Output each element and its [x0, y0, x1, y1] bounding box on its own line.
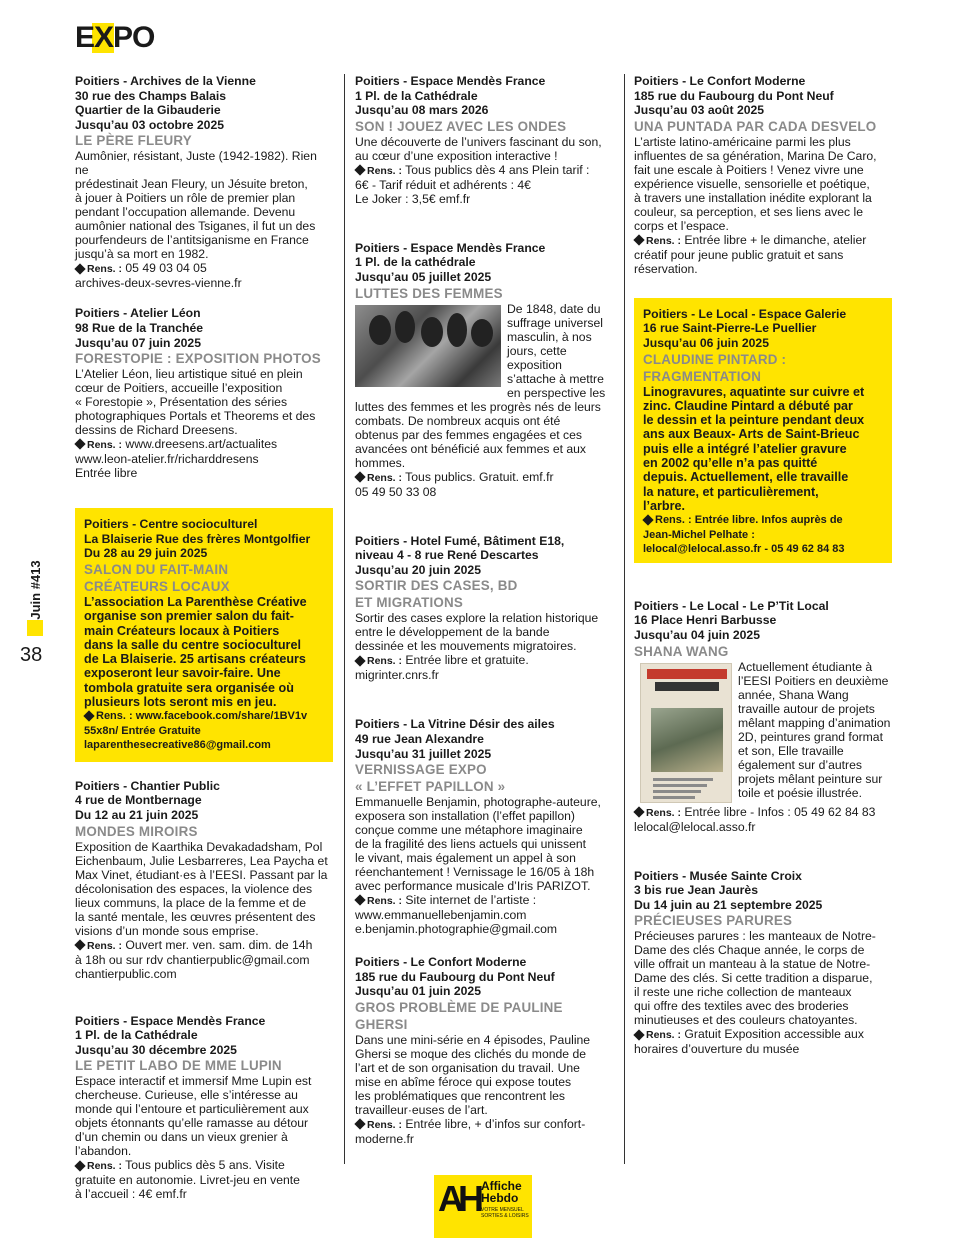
event-image-block — [634, 660, 892, 805]
event-description-line: et son, Elle travaille — [738, 743, 844, 758]
event-description-line: suffrage universel — [507, 315, 603, 330]
rens-label: Rens. : — [367, 164, 403, 177]
rens-text: à l’accueil : 4€ emf.fr — [75, 1187, 187, 1202]
event-description-line: avec performance musicale d’Iris PARIZOT. — [355, 879, 591, 894]
diamond-bullet-icon — [74, 439, 85, 450]
rens-text: moderne.fr — [355, 1131, 414, 1146]
event-description-line: main Créateurs locaux à Poitiers — [84, 623, 280, 638]
rens-text: gratuite en autonomie. Livret-jeu en vente — [75, 1173, 300, 1188]
event-description-line: L’association La Parenthèse Créative — [84, 594, 307, 609]
diamond-bullet-icon — [354, 471, 365, 482]
event-info-line — [75, 953, 333, 967]
event-info-line: Poitiers - Espace Mendès France — [355, 74, 546, 88]
rens-label: Rens. : — [646, 806, 682, 819]
event-info-line — [355, 1132, 615, 1146]
event-entry-highlight — [75, 508, 333, 762]
event-description-line: objets étonnants qu’elle ramasse au détour — [75, 1116, 309, 1131]
event-title: SHANA WANG — [634, 643, 729, 659]
rens-text: Entrée libre - Infos : 05 49 62 84 83 — [681, 804, 876, 819]
poster-text-line — [653, 790, 701, 793]
rens-text: 55x8n/ Entrée Gratuite — [84, 724, 201, 737]
event-info-line — [634, 233, 892, 248]
page-number: 38 — [20, 644, 43, 666]
event-description-line: minutieuses et des couleurs chatoyantes. — [634, 1013, 858, 1028]
event-description-line: travaille autour de projets — [738, 701, 875, 716]
event-info-line — [643, 528, 884, 543]
event-info-line: 49 rue Jean Alexandre — [355, 731, 484, 746]
event-description-line: depuis. Actuellement, elle travaille — [643, 470, 849, 485]
event-info-line: Du 12 au 21 juin 2025 — [75, 808, 199, 822]
event-description-line: la santé mentale, les œuvres présentent des — [75, 909, 316, 924]
event-entry — [75, 1014, 333, 1202]
event-info-line — [355, 1117, 615, 1132]
rens-label: Rens. : — [87, 1160, 123, 1173]
event-description-line: tombola gratuite sera organisée où — [84, 680, 294, 695]
rens-text: migrinter.cnrs.fr — [355, 668, 439, 683]
event-info-line: Poitiers - Atelier Léon — [75, 306, 201, 321]
event-info-line: Poitiers - Musée Sainte Croix — [634, 868, 802, 883]
event-description-line: combats. De nombreux acquis ont été — [355, 413, 561, 428]
event-info-line — [634, 262, 892, 276]
event-description-line: au cœur d’une exposition interactive ! — [355, 148, 558, 163]
event-info-line — [84, 738, 325, 753]
event-entry-highlight — [634, 298, 892, 563]
rens-label: Rens. : — [646, 234, 682, 247]
event-description-line: toile et poésie illustrée. — [738, 785, 862, 800]
event-description-line: obtenus par des femmes engagées et ces — [355, 427, 582, 442]
event-description-line: Ghersi se moque des clichés du monde de — [355, 1046, 587, 1061]
rens-text: 6€ - Tarif réduit et adhérents : 4€ — [355, 177, 531, 192]
event-description-line: d’un chemin ou dans un vieux grenier à — [75, 1130, 288, 1145]
event-title: FRAGMENTATION — [643, 368, 762, 384]
rens-text: Ouvert mer. ven. sam. dim. de 14h — [122, 937, 313, 952]
event-info-line: Poitiers - Centre socioculturel — [84, 517, 258, 532]
rens-text: réservation. — [634, 261, 698, 276]
event-description-line: « Forestopie », Présentation des séries — [75, 395, 288, 410]
diamond-bullet-icon — [633, 806, 644, 817]
event-info-line — [634, 820, 892, 834]
event-description-line: ans aux Beaux- Arts de Saint-Brieuc — [643, 427, 860, 442]
event-description-line: zinc. Claudine Pintard a débuté par — [643, 398, 853, 413]
event-entry — [75, 74, 333, 290]
event-description-line: Emmanuelle Benjamin, photographe-auteure, — [355, 795, 601, 810]
event-info-line: 1 Pl. de la Cathédrale — [355, 88, 478, 103]
event-description-line: Actuellement étudiante à — [738, 659, 873, 674]
event-description-line: organise son premier salon du fait- — [84, 609, 294, 624]
logo-text-affiche: Affiche — [481, 1179, 522, 1193]
logo-text-hebdo: Hebdo — [481, 1191, 519, 1205]
diamond-bullet-icon — [354, 655, 365, 666]
event-description-line: dans la salle du centre socioculturel — [84, 637, 301, 652]
event-info-line: Poitiers - Le Confort Moderne — [355, 955, 527, 970]
event-info-line: Jusqu’au 20 juin 2025 — [355, 562, 481, 577]
event-description-line: en perspective les — [507, 385, 606, 400]
poster-title-band — [647, 669, 727, 679]
rens-text: 05 49 03 04 05 — [122, 261, 207, 276]
event-description-line: l’EESI Poitiers en deuxième — [738, 673, 889, 688]
event-title: SORTIR DES CASES, BD — [355, 578, 518, 594]
rens-text: Entrée libre, + d’infos sur confort- — [402, 1116, 586, 1131]
event-description-line: 2D, peintures grand format — [738, 729, 883, 744]
event-info-line: Poitiers - La Vitrine Désir des ailes — [355, 717, 555, 732]
rens-label: Rens. : — [367, 471, 403, 484]
event-info-line — [75, 466, 333, 480]
diamond-bullet-icon — [633, 234, 644, 245]
event-info-line: Jusqu’au 07 juin 2025 — [75, 335, 201, 350]
event-info-line: Quartier de la Gibauderie — [75, 103, 221, 118]
event-title: FORESTOPIE : EXPOSITION PHOTOS — [75, 351, 321, 367]
event-description-line: L’Atelier Léon, lieu artistique situé en plein — [75, 367, 303, 382]
event-description-line: exposition — [507, 357, 562, 372]
event-description-line: Max Vinet, étudiant·es à l’EESI. Passant par la — [75, 867, 328, 882]
event-info-line — [75, 276, 333, 290]
rens-text: Entrée libre et gratuite. — [402, 653, 529, 668]
event-info-line: Poitiers - Chantier Public — [75, 778, 220, 793]
event-description-line: couleur, sa perception, et ses liens avec le — [634, 204, 863, 219]
event-description-line: avancées ont bénéficié aux femmes et aux — [355, 441, 587, 456]
event-info-line: Jusqu’au 30 décembre 2025 — [75, 1042, 237, 1057]
event-info-line: Jusqu’au 05 juillet 2025 — [355, 269, 492, 284]
event-description-line: puis elle a intégré l’atelier gravure — [643, 441, 847, 456]
event-description-line: lieux communs, la place de la femme et de — [75, 895, 306, 910]
event-description-line: Aumônier, résistant, Juste (1942-1982). Rien ne — [75, 149, 317, 178]
diamond-bullet-icon — [642, 514, 653, 525]
column-3 — [634, 74, 892, 1056]
event-description-line: les problématiques que rencontrent les — [355, 1088, 566, 1103]
event-description-line: L’artiste latino-américaine parmi les plus — [634, 134, 851, 149]
event-description-line: Espace interactif et immersif Mme Lupin est — [75, 1074, 312, 1089]
rens-label: Rens. : — [367, 1118, 403, 1131]
event-entry — [355, 534, 615, 683]
rens-text: Entrée libre + le dimanche, atelier — [681, 232, 867, 247]
event-description-line: la nature, et particulièrement, — [643, 484, 819, 499]
event-description-line: hommes. — [355, 455, 406, 470]
event-description-line: Sortir des cases explore la relation historique — [355, 611, 599, 626]
column-divider — [344, 74, 345, 1164]
event-info-line — [75, 938, 333, 953]
event-info-line: 98 Rue de la Tranchée — [75, 320, 204, 335]
rens-text: www.leon-atelier.fr/richarddresens — [75, 452, 259, 467]
event-info-line — [634, 248, 892, 262]
event-description-line: décolonisation des espaces, la violence des — [75, 881, 313, 896]
event-title: SALON DU FAIT-MAIN — [84, 561, 229, 577]
event-info-line — [643, 542, 884, 557]
event-description-line: visions d’un monde sous emprise. — [75, 923, 259, 938]
event-description-line: mise en abîme féroce qui expose toutes — [355, 1074, 572, 1089]
rens-text: Entrée libre — [75, 466, 138, 481]
event-info-line: Jusqu’au 31 juillet 2025 — [355, 746, 492, 761]
event-info-line — [355, 163, 615, 178]
event-info-line — [84, 709, 325, 724]
event-entry — [355, 717, 615, 936]
event-description-line: pendant l’occupation allemande. Devenu — [75, 205, 296, 220]
section-header: E XPO — [75, 21, 155, 54]
event-info-line — [355, 922, 615, 936]
event-info-line — [634, 1042, 892, 1056]
event-info-line: 1 Pl. de la cathédrale — [355, 255, 476, 270]
event-description-line: ville offrait un manteau à la statue de Notre- — [634, 957, 871, 972]
event-description-line: exposeront leur savoir-faire. Une — [84, 666, 281, 681]
column-divider — [624, 74, 625, 1164]
event-description-line: luttes des femmes et les progrès nés de leurs — [355, 399, 601, 414]
rens-text: archives-deux-sevres-vienne.fr — [75, 276, 242, 291]
rens-text: créatif pour jeune public gratuit et sans — [634, 247, 844, 262]
column-1 — [75, 74, 333, 1201]
event-entry — [634, 869, 892, 1057]
event-info-line: Poitiers - Le Local - Le P’Tit Local — [634, 598, 829, 613]
event-title: ET MIGRATIONS — [355, 595, 463, 611]
poster-artwork — [651, 708, 723, 772]
poster-name-band — [655, 682, 719, 691]
event-entry — [634, 74, 892, 276]
event-description-line: réenchantement ! Vernissage le 16/05 à 18h — [355, 865, 595, 880]
event-info-line: Jusqu’au 03 octobre 2025 — [75, 117, 225, 132]
event-description-line: masculin, à nos — [507, 329, 592, 344]
event-description-line: également sur d’autres — [738, 757, 862, 772]
event-info-line — [355, 908, 615, 922]
event-description-line: Dame des clés. Si cette tradition a disparue, — [634, 971, 873, 986]
yellow-marker — [27, 620, 43, 636]
event-info-line: Jusqu’au 08 mars 2026 — [355, 103, 489, 118]
event-description-line: aumônier national des Tsiganes, il fut un des — [75, 219, 316, 234]
diamond-bullet-icon — [354, 1119, 365, 1130]
event-info-line — [355, 192, 615, 206]
event-title: GROS PROBLÈME DE PAULINE GHERSI — [355, 999, 563, 1032]
event-info-line: 4 rue de Montbernage — [75, 793, 202, 808]
rens-label: Rens. : — [367, 655, 403, 668]
logo-mark: AH — [438, 1178, 478, 1219]
event-description-line: corps et l’espace. — [634, 218, 729, 233]
event-description-line: Précieuses parures : les manteaux de Notre- — [634, 929, 876, 944]
event-description-line: dessins de Richard Dreesens. — [75, 423, 238, 438]
event-description-line: l’arbre. — [643, 498, 685, 513]
rens-text: lelocal@lelocal.asso.fr — [634, 819, 756, 834]
diamond-bullet-icon — [74, 1160, 85, 1171]
rens-text: Tous publics dès 5 ans. Visite — [122, 1158, 285, 1173]
event-description-line: le dessin et la peinture pendant deux — [643, 413, 865, 428]
event-info-line: Jusqu’au 03 août 2025 — [634, 103, 765, 118]
diamond-bullet-icon — [354, 895, 365, 906]
diamond-bullet-icon — [74, 263, 85, 274]
poster-text-line — [653, 796, 695, 799]
event-title: PRÉCIEUSES PARURES — [634, 913, 793, 929]
event-info-line: Du 28 au 29 juin 2025 — [84, 546, 208, 561]
event-info-line — [75, 437, 333, 452]
event-title: MONDES MIROIRS — [75, 823, 198, 839]
event-info-line — [75, 452, 333, 466]
event-description-line: influentes de sa génération, Marina De Caro, — [634, 148, 877, 163]
event-description-line: exposera son installation (l’effet papillon) — [355, 809, 575, 824]
event-info-line: Jusqu’au 04 juin 2025 — [634, 627, 760, 642]
rens-text: e.benjamin.photographie@gmail.com — [355, 922, 558, 937]
event-info-line — [643, 513, 884, 528]
event-description-line: Exposition de Kaarthika Devakadadsham, Pol — [75, 839, 323, 854]
rens-label: Rens. : — [367, 895, 403, 908]
event-description-line: qui offre des textiles avec des broderies — [634, 999, 849, 1014]
event-description-line: photographiques Portals et Theorems et des — [75, 409, 316, 424]
rens-text: Jean-Michel Pelhate : — [643, 528, 755, 541]
event-entry — [355, 955, 615, 1146]
event-entry — [355, 74, 615, 206]
event-description-line: chercheuse. Curieuse, elle s’intéresse au — [75, 1088, 298, 1103]
event-entry — [355, 241, 615, 499]
rens-label: Rens. : — [87, 263, 123, 276]
event-description-line: cœur de Poitiers, accueille l’exposition — [75, 381, 283, 396]
event-entry — [634, 599, 892, 834]
event-info-line — [634, 1027, 892, 1042]
rens-label: Rens. : — [646, 1029, 682, 1042]
event-description-line: pourfendeurs de l’antitsiganisme en France — [75, 233, 309, 248]
event-info-line: 185 rue du Faubourg du Pont Neuf — [355, 969, 555, 984]
rens-label: Rens. : — [87, 939, 123, 952]
event-info-line — [355, 893, 615, 908]
column-2 — [355, 74, 615, 1146]
event-description-line: conçue comme une métaphore imaginaire — [355, 823, 583, 838]
event-description-line: mêlant mapping d’animation — [738, 715, 891, 730]
event-description-line: jours, cette — [507, 343, 567, 358]
event-description-line: jusqu’à sa mort en 1982. — [75, 247, 209, 262]
event-info-line — [634, 805, 892, 820]
event-info-line: 30 rue des Champs Balais — [75, 88, 227, 103]
event-entry — [75, 306, 333, 480]
event-description-line: monde qui l’entoure et particulièrement aux — [75, 1102, 309, 1117]
event-description-line: plusieurs lots seront mis en jeu. — [84, 695, 277, 710]
diamond-bullet-icon — [354, 164, 365, 175]
event-description-line: l’abandon. — [75, 1144, 132, 1159]
event-description-line: s’attache à mettre — [507, 371, 604, 386]
event-info-line — [75, 967, 333, 981]
event-description-line: De 1848, date du — [507, 301, 601, 316]
event-description-line: le vivant, mais également un appel à son — [355, 851, 576, 866]
event-description-line: dessinée et les mouvements migratoires. — [355, 639, 577, 654]
event-description-line: de La Blaiserie. 25 artisans créateurs — [84, 652, 306, 667]
rens-label: Rens. : — [655, 514, 692, 527]
poster-text-line — [653, 778, 713, 781]
logo-tagline: VOTRE MENSUEL SORTIES & LOISIRS — [481, 1207, 529, 1219]
event-title: VERNISSAGE EXPO — [355, 762, 487, 778]
event-info-line: Jusqu’au 01 juin 2025 — [355, 984, 481, 999]
poster-text-line — [653, 784, 707, 787]
rens-text: lelocal@lelocal.asso.fr - 05 49 62 84 83 — [643, 543, 845, 556]
event-description-line: à jouer à Poitiers un rôle de premier plan — [75, 191, 296, 206]
event-description-line: de la fragilité des liens actuels qui unissent — [355, 837, 587, 852]
event-info-line — [355, 653, 615, 668]
event-info-line: Jusqu’au 06 juin 2025 — [643, 335, 769, 350]
diamond-bullet-icon — [83, 710, 94, 721]
event-entry — [75, 779, 333, 981]
event-description-line: Une découverte de l’univers fascinant du son, — [355, 134, 602, 149]
rens-text: www.facebook.com/share/1BV1v — [132, 710, 308, 723]
page-margin — [20, 548, 47, 668]
rens-text: horaires d’ouverture du musée — [634, 1042, 800, 1057]
event-info-line: 3 bis rue Jean Jaurès — [634, 883, 758, 898]
event-info-line: 16 rue Saint-Pierre-Le Puellier — [643, 321, 817, 336]
event-description-line: en 2002 qu’elle n’a pas quitté — [643, 456, 818, 471]
event-info-line — [355, 178, 615, 192]
rens-text: laparenthesecreative86@gmail.com — [84, 739, 271, 752]
event-description-line: prédestinait Jean Fleury, un Jésuite breton, — [75, 177, 308, 192]
rens-text: www.emmanuellebenjamin.com — [355, 908, 527, 923]
rens-text: 05 49 50 33 08 — [355, 484, 437, 499]
event-info-line: Poitiers - Le Confort Moderne — [634, 74, 806, 88]
rens-text: Gratuit Exposition accessible aux — [681, 1027, 864, 1042]
event-info-line — [355, 470, 615, 485]
event-info-line — [75, 1187, 333, 1201]
rens-text: Entrée libre. Infos auprès de — [691, 514, 843, 527]
event-description-line: Dans une mini-série en 4 épisodes, Pauline — [355, 1032, 591, 1047]
rens-text: Tous publics. Gratuit. emf.fr — [402, 469, 554, 484]
rens-text: Tous publics dès 4 ans Plein tarif : — [402, 162, 590, 177]
event-description-line: année, Shana Wang — [738, 687, 849, 702]
rens-text: Le Joker : 3,5€ emf.fr — [355, 191, 471, 206]
event-info-line: Poitiers - Archives de la Vienne — [75, 74, 256, 88]
event-info-line: niveau 4 - 8 rue René Descartes — [355, 548, 539, 563]
event-info-line: La Blaiserie Rue des frères Montgolfier — [84, 531, 311, 546]
rens-text: Site internet de l’artiste : — [402, 893, 537, 908]
event-title: LUTTES DES FEMMES — [355, 285, 503, 301]
event-info-line: Poitiers - Hotel Fumé, Bâtiment E18, — [355, 533, 565, 548]
event-description-line: à travers une installation inédite explorant la — [634, 190, 872, 205]
event-description-line: Eichenbaum, Julie Lesbarreres, Lea Paycha et — [75, 853, 328, 868]
event-title: LE PÈRE FLEURY — [75, 133, 192, 149]
event-title: CRÉATEURS LOCAUX — [84, 578, 230, 594]
event-info-line — [75, 1158, 333, 1173]
event-image-block — [355, 302, 615, 400]
event-title: UNA PUNTADA PAR CADA DESVELO — [634, 118, 877, 134]
event-info-line: Du 14 juin au 21 septembre 2025 — [634, 897, 823, 912]
event-description-line: l’art et de son organisation du travail. Une — [355, 1060, 580, 1075]
diamond-bullet-icon — [633, 1029, 644, 1040]
event-info-line: Poitiers - Espace Mendès France — [355, 240, 546, 255]
event-poster-image — [640, 663, 732, 803]
event-info-line — [84, 724, 325, 739]
event-info-line: 185 rue du Faubourg du Pont Neuf — [634, 88, 834, 103]
diamond-bullet-icon — [74, 939, 85, 950]
event-title: LE PETIT LABO DE MME LUPIN — [75, 1058, 282, 1074]
event-title: CLAUDINE PINTARD : — [643, 351, 787, 367]
event-description-line: il reste une riche collection de manteaux — [634, 985, 852, 1000]
rens-text: à 18h ou sur rdv chantierpublic@gmail.com — [75, 952, 310, 967]
event-photo — [355, 305, 501, 387]
event-description-line: travailleur·euses de l’art. — [355, 1102, 488, 1117]
event-description-line: Dame des clés Chaque année, le corps de — [634, 943, 865, 958]
rens-label: Rens. : — [87, 439, 123, 452]
event-info-line — [355, 668, 615, 682]
event-description-line: fait une escale à Poitiers ! Venez vivre une — [634, 162, 864, 177]
event-description-line: expérience visuelle, sensorielle et poétique, — [634, 176, 870, 191]
event-title: SON ! JOUEZ AVEC LES ONDES — [355, 118, 567, 134]
event-info-line: Poitiers - Le Local - Espace Galerie — [643, 306, 847, 321]
event-description-line: projets mêlant peinture sur — [738, 771, 883, 786]
event-info-line: 16 Place Henri Barbusse — [634, 613, 777, 628]
event-description-line: entre le développement de la bande — [355, 625, 550, 640]
event-info-line — [75, 1173, 333, 1187]
event-info-line — [75, 261, 333, 276]
rens-text: chantierpublic.com — [75, 966, 177, 981]
event-title: « L’EFFET PAPILLON » — [355, 779, 506, 795]
event-info-line: Poitiers - Espace Mendès France — [75, 1013, 266, 1028]
event-description-line: Linogravures, aquatinte sur cuivre et — [643, 384, 865, 399]
event-info-line — [355, 485, 615, 499]
rens-text: www.dreesens.art/actualites — [122, 437, 278, 452]
event-info-line: 1 Pl. de la Cathédrale — [75, 1028, 198, 1043]
rens-label: Rens. : — [96, 710, 133, 723]
affiche-hebdo-logo — [434, 1175, 532, 1238]
issue-label: Juin #413 — [28, 560, 43, 620]
